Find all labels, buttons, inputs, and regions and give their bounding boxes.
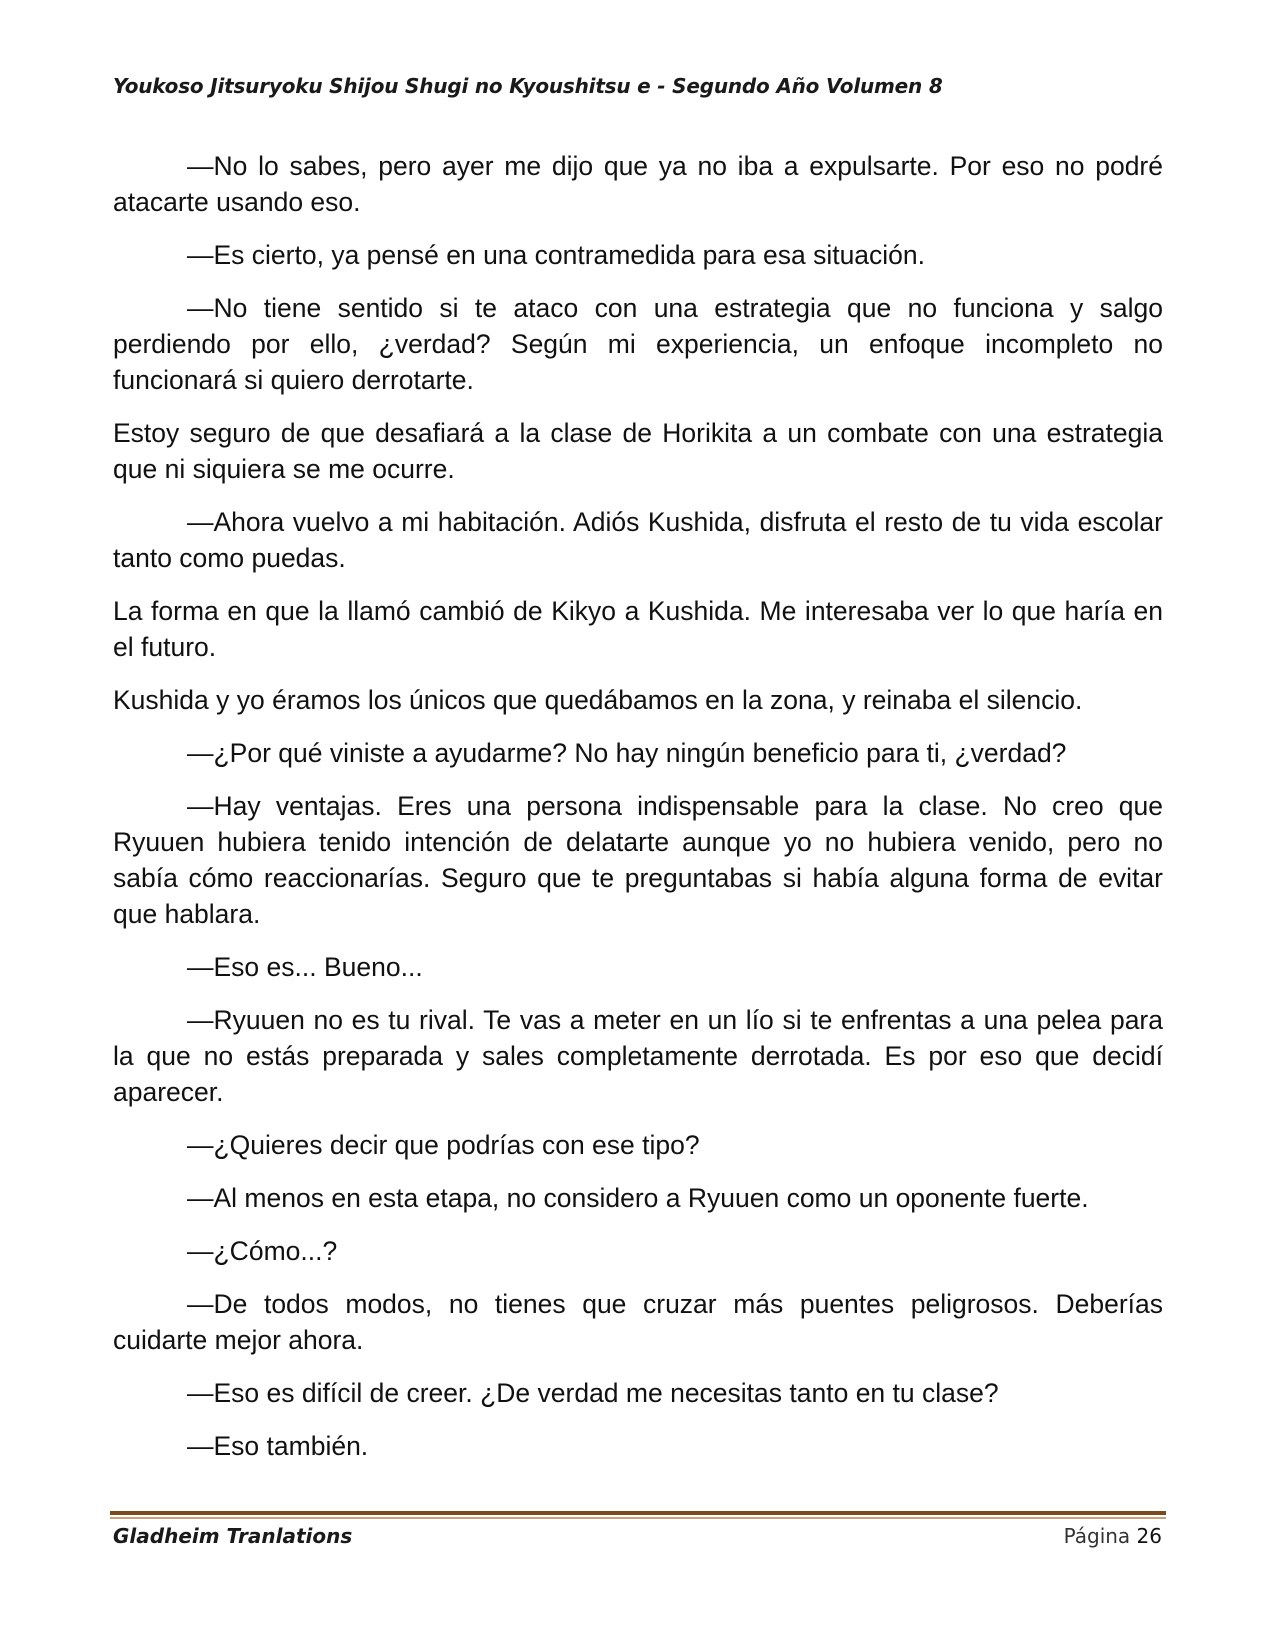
paragraph: Estoy seguro de que desafiará a la clase de Horikita a un combate con una estrategia que ni siquiera se me ocurre. [113,418,1163,484]
page-number: 26 [1136,1524,1162,1548]
page-number-block [1064,1524,1162,1548]
running-header: Youkoso Jitsuryoku Shijou Shugi no Kyoushitsu e - Segundo Año Volumen 8 [113,74,943,98]
paragraph: —Ryuuen no es tu rival. Te vas a meter en un lío si te enfrentas a una pelea para la que no estás preparada y sales completamente derrotada. Es por eso que decidí aparecer. [113,1005,1163,1107]
footer-rule-light [110,1517,1166,1519]
paragraph: —Ahora vuelvo a mi habitación. Adiós Kushida, disfruta el resto de tu vida escolar tanto como puedas. [113,507,1163,573]
page-label: Página [1063,1524,1131,1548]
paragraph: —Eso también. [187,1431,369,1461]
paragraph: —Hay ventajas. Eres una persona indispensable para la clase. No creo que Ryuuen hubiera tenido intención de delatarte aunque yo no hubiera venido, pero no sabía cómo reaccionarías. Seguro que te preguntabas si había alguna forma de evitar que hablara. [113,791,1163,929]
paragraph: —Al menos en esta etapa, no considero a Ryuuen como un oponente fuerte. [187,1183,1089,1213]
paragraph: —Eso es... Bueno... [187,952,423,982]
paragraph: —No lo sabes, pero ayer me dijo que ya no iba a expulsarte. Por eso no podré atacarte usando eso. [113,151,1163,217]
paragraph: —Eso es difícil de creer. ¿De verdad me necesitas tanto en tu clase? [187,1378,999,1408]
paragraph: —De todos modos, no tienes que cruzar más puentes peligrosos. Deberías cuidarte mejor ahora. [113,1289,1163,1355]
body-text [113,148,1163,1481]
footer-credit: Gladheim Tranlations [113,1524,353,1548]
paragraph: —¿Cómo...? [187,1236,338,1266]
paragraph: Kushida y yo éramos los únicos que quedábamos en la zona, y reinaba el silencio. [113,685,1083,715]
paragraph: —No tiene sentido si te ataco con una estrategia que no funciona y salgo perdiendo por ello, ¿verdad? Según mi experiencia, un enfoque incompleto no funcionará si quiero derrotarte. [113,293,1163,395]
paragraph: —¿Quieres decir que podrías con ese tipo? [187,1130,700,1160]
paragraph: —¿Por qué viniste a ayudarme? No hay ningún beneficio para ti, ¿verdad? [187,738,1067,768]
paragraph: La forma en que la llamó cambió de Kikyo a Kushida. Me interesaba ver lo que haría en el futuro. [113,596,1163,662]
paragraph: —Es cierto, ya pensé en una contramedida para esa situación. [187,240,926,270]
footer-rule-dark [110,1511,1166,1515]
